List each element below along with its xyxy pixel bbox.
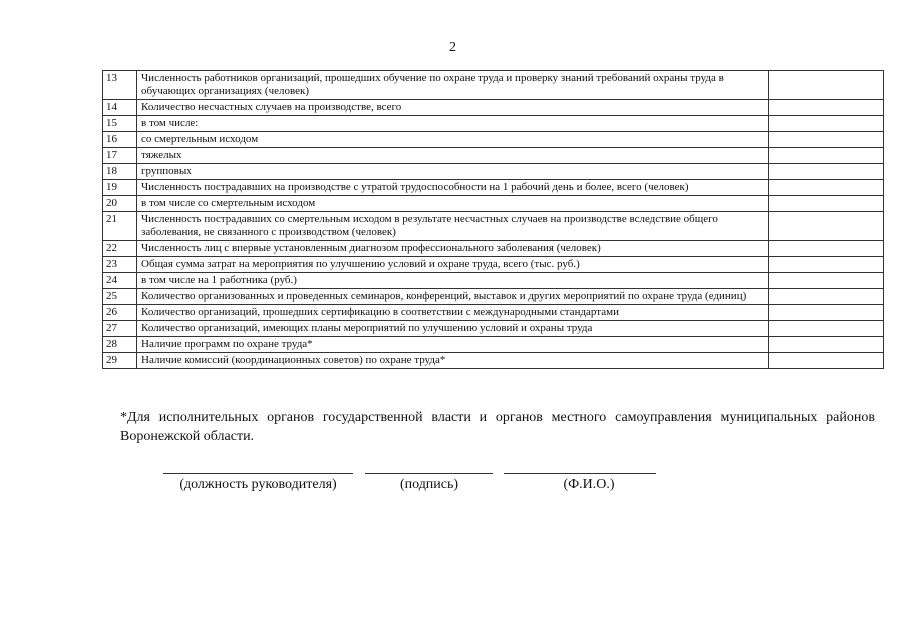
- table-row: [103, 305, 884, 321]
- row-description-cell: тяжелых: [137, 148, 769, 164]
- report-table: [102, 70, 884, 369]
- row-number-cell: 14: [103, 100, 137, 116]
- row-number-cell: 24: [103, 273, 137, 289]
- row-number-cell: 22: [103, 241, 137, 257]
- row-number-cell: 25: [103, 289, 137, 305]
- row-value-cell: [768, 273, 883, 289]
- position-signature-line: [163, 473, 353, 474]
- table-row: [103, 132, 884, 148]
- row-description-cell: Количество организаций, имеющих планы мероприятий по улучшению условий и охраны труда: [137, 321, 769, 337]
- row-number-cell: 13: [103, 71, 137, 100]
- row-number-cell: 26: [103, 305, 137, 321]
- row-description-cell: в том числе со смертельным исходом: [137, 196, 769, 212]
- row-value-cell: [768, 71, 883, 100]
- row-description-cell: в том числе:: [137, 116, 769, 132]
- row-value-cell: [768, 321, 883, 337]
- row-number-cell: 18: [103, 164, 137, 180]
- table-row: [103, 289, 884, 305]
- table-row: [103, 257, 884, 273]
- row-value-cell: [768, 241, 883, 257]
- table-row: [103, 116, 884, 132]
- row-description-cell: Количество организованных и проведенных семинаров, конференций, выставок и других мероприятий по охране труда (единиц): [137, 289, 769, 305]
- row-number-cell: 17: [103, 148, 137, 164]
- row-value-cell: [768, 180, 883, 196]
- row-value-cell: [768, 257, 883, 273]
- row-number-cell: 27: [103, 321, 137, 337]
- row-value-cell: [768, 164, 883, 180]
- row-description-cell: Количество несчастных случаев на производстве, всего: [137, 100, 769, 116]
- row-description-cell: Численность пострадавших со смертельным исходом в результате несчастных случаев на производстве вследствие общего заболевания, не связанного с производством (человек): [137, 212, 769, 241]
- row-value-cell: [768, 289, 883, 305]
- row-value-cell: [768, 196, 883, 212]
- footnote: *Для исполнительных органов государственной власти и органов местного самоуправления муниципальных районов Воронежской области.: [120, 410, 875, 444]
- row-value-cell: [768, 337, 883, 353]
- row-number-cell: 15: [103, 116, 137, 132]
- row-description-cell: Наличие программ по охране труда*: [137, 337, 769, 353]
- row-value-cell: [768, 353, 883, 369]
- table-row: [103, 241, 884, 257]
- name-label: (Ф.И.О.): [563, 477, 615, 492]
- row-number-cell: 21: [103, 212, 137, 241]
- row-description-cell: со смертельным исходом: [137, 132, 769, 148]
- table-row: [103, 337, 884, 353]
- row-description-cell: групповых: [137, 164, 769, 180]
- table-row: [103, 148, 884, 164]
- table-row: [103, 164, 884, 180]
- row-number-cell: 20: [103, 196, 137, 212]
- row-value-cell: [768, 100, 883, 116]
- row-description-cell: в том числе на 1 работника (руб.): [137, 273, 769, 289]
- signature-line: [365, 473, 493, 474]
- row-description-cell: Количество организаций, прошедших сертификацию в соответствии с международными стандартами: [137, 305, 769, 321]
- page-number: 2: [449, 40, 456, 55]
- table-row: [103, 353, 884, 369]
- row-description-cell: Численность лиц с впервые установленным диагнозом профессионального заболевания (человек): [137, 241, 769, 257]
- table-row: [103, 100, 884, 116]
- row-number-cell: 19: [103, 180, 137, 196]
- table-row: [103, 212, 884, 241]
- report-table-body: [103, 71, 884, 369]
- table-row: [103, 273, 884, 289]
- row-number-cell: 29: [103, 353, 137, 369]
- row-value-cell: [768, 148, 883, 164]
- table-row: [103, 71, 884, 100]
- row-value-cell: [768, 132, 883, 148]
- row-number-cell: 23: [103, 257, 137, 273]
- row-value-cell: [768, 212, 883, 241]
- row-number-cell: 16: [103, 132, 137, 148]
- row-number-cell: 28: [103, 337, 137, 353]
- table-row: [103, 196, 884, 212]
- row-description-cell: Численность работников организаций, прошедших обучение по охране труда и проверку знаний требований охраны труда в обучающих организациях (человек): [137, 71, 769, 100]
- position-label: (должность руководителя): [179, 477, 337, 492]
- row-description-cell: Общая сумма затрат на мероприятия по улучшению условий и охране труда, всего (тыс. руб.): [137, 257, 769, 273]
- row-value-cell: [768, 116, 883, 132]
- row-description-cell: Наличие комиссий (координационных советов) по охране труда*: [137, 353, 769, 369]
- row-description-cell: Численность пострадавших на производстве с утратой трудоспособности на 1 рабочий день и более, всего (человек): [137, 180, 769, 196]
- signature-label: (подпись): [399, 477, 459, 492]
- table-row: [103, 321, 884, 337]
- row-value-cell: [768, 305, 883, 321]
- table-row: [103, 180, 884, 196]
- name-signature-line: [504, 473, 656, 474]
